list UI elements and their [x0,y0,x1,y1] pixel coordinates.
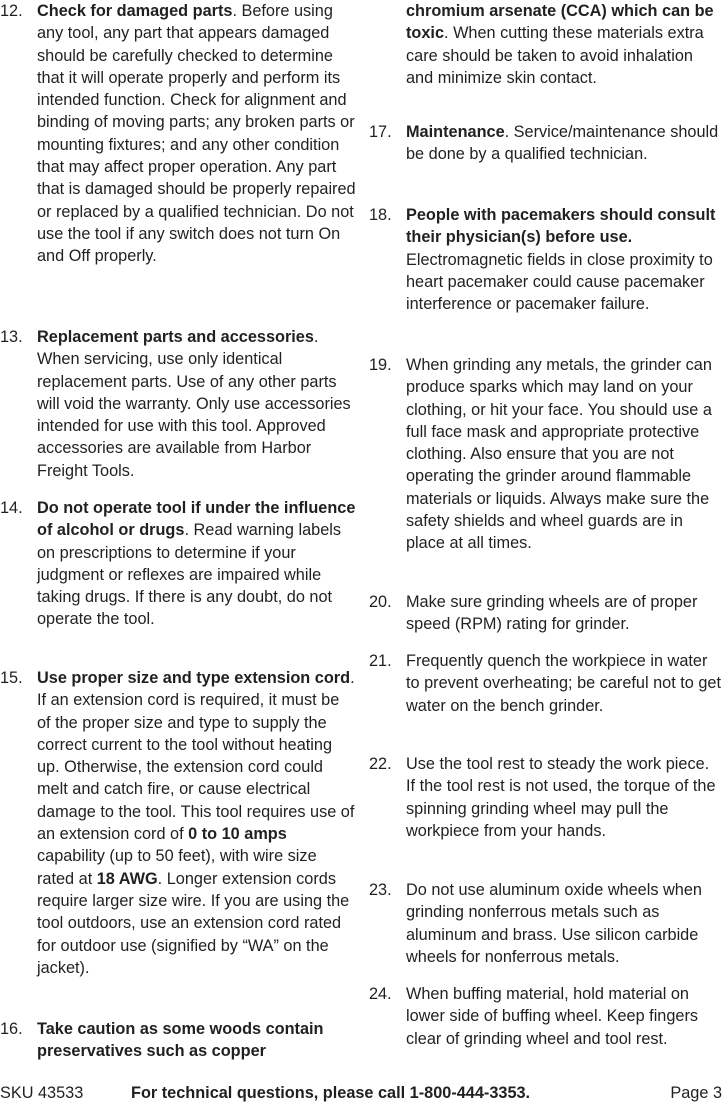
list-item-19 [369,354,722,555]
list-item-15 [0,667,356,979]
list-item-23 [369,879,722,968]
list-item-22 [369,753,722,842]
item-text: . Before using any tool, any part that appears damaged should be carefully checked to determine that it will operate properly and perform its intended function. Check for alignment and binding of moving parts; any broken parts or mounting fixtures; and any other condition that may affect proper operation. Any part that is damaged should be properly repaired or replaced by a qualified technician. Do not use the tool if any switch does not turn On and Off properly. [37,2,356,266]
amps-rating: 0 to 10 amps [188,825,287,844]
list-item-12 [0,0,356,268]
item-number: 13. [0,328,23,346]
item-text: Electromagnetic fields in close proximity to heart pacemaker could cause pacemaker interference or pacemaker failure. [406,250,713,314]
list-item-20 [369,591,722,636]
item-text: . When servicing, use only identical replacement parts. Use of any other parts will void the warranty. Only use accessories intended for use with this tool. Approved accessories are available from Harbor Freight Tools. [37,328,351,480]
item-number: 24. [369,985,392,1003]
item-number: 14. [0,499,23,517]
tech-support-line: For technical questions, please call 1-800-444-3353. [131,1084,531,1102]
item-text: Do not use aluminum oxide wheels when grinding nonferrous metals such as aluminum and brass. Use silicon carbide wheels for nonferrous metals. [406,881,702,966]
item-text: When grinding any metals, the grinder can produce sparks which may land on your clothing, or hit your face. You should use a full face mask and appropriate protective clothing. Also ensure that you are not operating the grinder around flammable materials or liquids. Always make sure the safety shields and wheel guards are in place at all times. [406,356,712,553]
page-number: Page 3 [670,1084,722,1102]
item-number: 22. [369,755,392,773]
page-footer [0,1082,722,1105]
item-text: . If an extension cord is required, it must be of the proper size and type to supply the correct current to the tool without heating up. Otherwise, the extension cord could melt and catch fire, or cause electrical damage to the tool. This tool requires use of an extension cord of [37,669,355,844]
list-item-16-continued [369,0,722,89]
item-number: 15. [0,669,23,687]
item-heading: Take caution as some woods contain preservatives such as copper [37,1020,324,1061]
item-text: capability (up to 50 feet), with wire size rated at [37,847,317,888]
awg-rating: 18 AWG [96,869,158,888]
item-heading: Do not operate tool if under the influence of alcohol or drugs [37,499,356,540]
list-item-16-start [0,1018,356,1063]
list-item-24 [369,983,722,1050]
item-number: 16. [0,1020,23,1038]
sku-label: SKU 43533 [0,1084,84,1102]
item-number: 19. [369,356,392,374]
list-item-14 [0,497,356,631]
item-heading: Use proper size and type extension cord [37,669,351,687]
item-text: . Longer extension cords require larger size wire. If you are using the tool outdoors, use an extension cord rated for outdoor use (signified by “WA” on the jacket). [37,869,350,977]
item-number: 17. [369,123,392,141]
item-number: 18. [369,206,392,224]
item-heading: chromium arsenate (CCA) which can be toxic [406,2,714,43]
list-item-13 [0,326,356,482]
item-heading: Maintenance [406,123,505,141]
item-number: 20. [369,593,392,611]
item-heading: Check for damaged parts [37,2,233,20]
item-text: . Service/maintenance should be done by a qualified technician. [406,123,719,164]
item-text: Make sure grinding wheels are of proper speed (RPM) rating for grinder. [406,593,698,634]
list-item-17 [369,121,722,166]
item-heading: Replacement parts and accessories [37,328,314,346]
item-number: 23. [369,881,392,899]
item-number: 12. [0,2,23,20]
list-item-21 [369,650,722,717]
item-text: Use the tool rest to steady the work piece. If the tool rest is not used, the torque of the spinning grinding wheel may pull the workpiece from your hands. [406,755,716,840]
item-text: When buffing material, hold material on lower side of buffing wheel. Keep fingers clear of grinding wheel and tool rest. [406,985,699,1048]
item-text: . Read warning labels on prescriptions to determine if your judgment or reflexes are impaired while taking drugs. If there is any doubt, do not operate the tool. [37,521,342,629]
list-item-18 [369,204,722,315]
item-heading: People with pacemakers should consult their physician(s) before use. [406,206,716,247]
item-number: 21. [369,652,392,670]
item-text: . When cutting these materials extra care should be taken to avoid inhalation and minimize skin contact. [406,24,704,87]
item-text: Frequently quench the workpiece in water to prevent overheating; be careful not to get water on the bench grinder. [406,652,721,715]
